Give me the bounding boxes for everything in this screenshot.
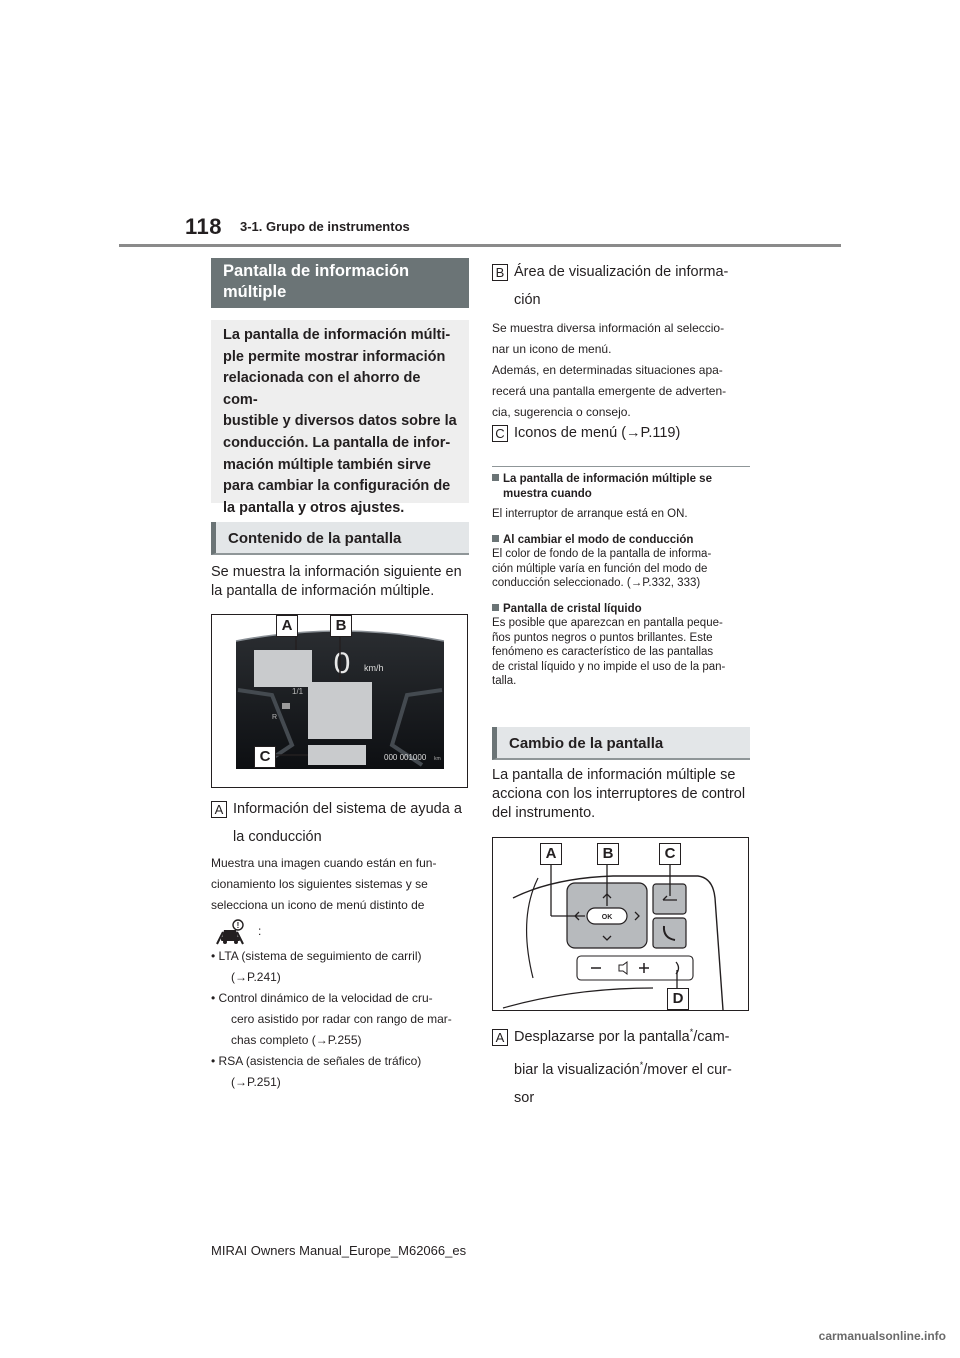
intro-line: relacionada con el ahorro de com-: [223, 370, 421, 408]
footnote-star: *: [689, 1027, 694, 1037]
note-body: fenómeno es característico de las pantallas: [492, 646, 714, 658]
label-b: B: [492, 264, 508, 281]
note-body: de cristal líquido y no impide el uso de la pan-: [492, 660, 726, 673]
text-line: Además, en determinadas situaciones apa-: [492, 363, 723, 377]
wheel-spoke: [503, 988, 653, 1008]
callout-a: A: [276, 615, 298, 637]
notes-block: [492, 472, 754, 689]
area-c-highlight: [308, 745, 366, 765]
intro-line: mación múltiple también sirve: [223, 456, 431, 473]
item-c-title: Iconos de menú (→P.119): [514, 425, 681, 441]
text-line: Se muestra la información siguiente en: [211, 564, 462, 580]
speed-value: 0: [333, 647, 351, 680]
speed-unit: km/h: [364, 663, 384, 673]
intro-line: para cambiar la configuración de: [223, 478, 451, 495]
section-heading-contents: Contenido de la pantalla: [211, 522, 469, 555]
note-heading: Pantalla de cristal líquido: [503, 602, 642, 615]
cluster-illustration: [212, 615, 467, 787]
intro-line: ple permite mostrar información: [223, 348, 446, 365]
text-line: Muestra una imagen cuando están en fun-: [211, 856, 437, 870]
cluster-figure: [211, 614, 468, 788]
item-a-scroll: [492, 1018, 754, 1112]
chapter-title: 3-1. Grupo de instrumentos: [240, 219, 410, 234]
item-a: [211, 795, 473, 851]
item-c: [492, 419, 754, 447]
callout-b: B: [330, 615, 352, 637]
note-body: El interruptor de arranque está en ON.: [492, 508, 688, 520]
text-line: • RSA (asistencia de señales de tráfico): [211, 1054, 422, 1068]
text-line: (→P.241): [231, 970, 281, 984]
square-bullet-icon: [492, 535, 499, 542]
text-line: cero asistido por radar con rango de mar-: [231, 1012, 452, 1026]
bullet-acc: [211, 988, 473, 1051]
callout-d: D: [667, 988, 689, 1010]
square-bullet-icon: [492, 604, 499, 611]
steering-switch-illustration: [493, 838, 748, 1010]
driving-assist-menu-icon-row: [214, 918, 262, 946]
section-title: Pantalla de información múltiple: [223, 262, 410, 301]
item-b-title: Área de visualización de informa-: [514, 264, 729, 280]
intro-line: conducción. La pantalla de infor-: [223, 434, 451, 451]
callout-c: C: [254, 746, 276, 768]
intro-line: La pantalla de información múlti-: [223, 327, 451, 343]
text-part: Desplazarse por la pantalla: [514, 1028, 690, 1045]
note-display-shown: [492, 472, 754, 522]
text-line: • LTA (sistema de seguimiento de carril): [211, 949, 422, 963]
change-paragraph: [492, 766, 754, 823]
text-part: /cam-: [693, 1028, 730, 1045]
text-part: sor: [514, 1089, 535, 1106]
callout-a: A: [540, 843, 562, 865]
notes-divider: [492, 466, 750, 467]
bullet-rsa: [211, 1051, 473, 1093]
text-part: /mover el cur-: [643, 1061, 732, 1078]
note-heading: La pantalla de información múltiple se: [503, 473, 712, 485]
text-line: acciona con los interruptores de control: [492, 786, 746, 802]
intro-line: bustible y diversos datos sobre la: [223, 413, 457, 430]
watermark: carmanualsonline.info: [818, 1329, 946, 1343]
note-body: conducción seleccionado. (→P.332, 333): [492, 577, 701, 589]
note-body: Es posible que aparezcan en pantalla peque-: [492, 617, 723, 629]
note-body: talla.: [492, 675, 517, 687]
ok-label: OK: [601, 914, 613, 921]
label-a: A: [492, 1029, 508, 1046]
intro-line: la pantalla y otros ajustes.: [223, 499, 405, 516]
text-line: chas completo (→P.255): [231, 1033, 362, 1047]
area-b-highlight: [308, 682, 372, 739]
callout-c: C: [659, 843, 681, 865]
text-line: selecciona un icono de menú distinto de: [211, 898, 425, 912]
item-b: [492, 258, 754, 314]
text-line: del instrumento.: [492, 805, 596, 821]
text-line: recerá una pantalla emergente de adverten-: [492, 384, 727, 398]
text-line: La pantalla de información múltiple se: [492, 767, 736, 783]
item-a-description: [211, 853, 473, 916]
text-line: cionamiento los siguientes sistemas y se: [211, 877, 428, 891]
phone-switch: [653, 918, 686, 948]
section-heading-change: Cambio de la pantalla: [492, 727, 750, 760]
gear-indicator: 1/1: [292, 687, 304, 696]
odometer: 000 001000: [384, 753, 427, 762]
square-bullet-icon: [492, 474, 499, 481]
odometer-unit: km: [434, 756, 441, 762]
note-body: ños puntos negros o puntos brillantes. Este: [492, 631, 713, 644]
wheel-edge: [527, 878, 538, 978]
item-a-title: Información del sistema de ayuda a: [233, 801, 462, 817]
text-line: • Control dinámico de la velocidad de cru-: [211, 991, 433, 1005]
text-line: (→P.251): [231, 1075, 281, 1089]
text-line: nar un icono de menú.: [492, 342, 612, 356]
gear-r: R: [272, 714, 278, 721]
callout-b: B: [597, 843, 619, 865]
note-heading: Al cambiar el modo de conducción: [503, 533, 694, 546]
svg-text:!: !: [236, 921, 240, 930]
item-b-description: [492, 318, 754, 423]
header-rule: [119, 244, 841, 247]
item-a-title-cont: la conducción: [233, 829, 322, 845]
icon-colon: :: [258, 924, 262, 938]
note-drive-mode: [492, 533, 754, 591]
label-a: A: [211, 801, 227, 818]
label-c: C: [492, 425, 508, 442]
section-title-box: [211, 258, 469, 308]
intro-box: [211, 320, 469, 516]
bullet-lta: [211, 946, 473, 988]
text-line: cia, sugerencia o consejo.: [492, 405, 631, 419]
page-number: 118: [185, 214, 222, 239]
note-heading-cont: muestra cuando: [503, 487, 592, 500]
text-part: biar la visualización: [514, 1061, 640, 1078]
footnote-star: *: [639, 1059, 644, 1070]
steering-switch-figure: [492, 837, 749, 1011]
note-body: ción múltiple varía en función del modo de: [492, 562, 708, 575]
item-b-title-cont: ción: [514, 292, 541, 308]
note-lcd: [492, 602, 754, 689]
text-line: la pantalla de información múltiple.: [211, 583, 435, 599]
note-body: El color de fondo de la pantalla de informa-: [492, 548, 712, 560]
car-assist-icon: [214, 918, 246, 946]
text-line: Se muestra diversa información al seleccio-: [492, 321, 725, 335]
fuel-icon: [282, 703, 290, 709]
contents-paragraph: [211, 563, 473, 601]
footer-text: MIRAI Owners Manual_Europe_M62066_es: [211, 1243, 467, 1258]
area-a-highlight: [254, 650, 312, 687]
system-bullet-list: [211, 946, 473, 1093]
